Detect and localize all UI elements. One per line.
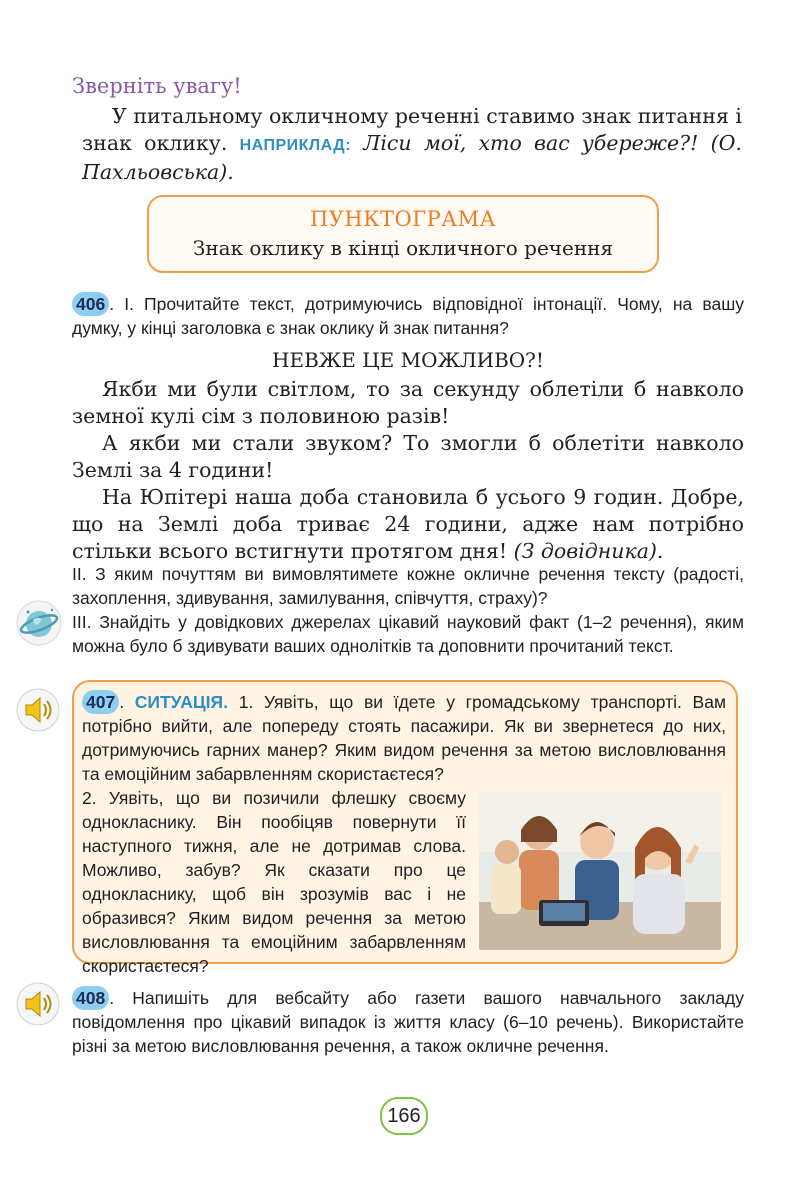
example-text: Ліси мої, хто вас убереже?! xyxy=(363,131,699,155)
page-number: 166 xyxy=(380,1097,428,1135)
task-406 xyxy=(72,292,744,340)
task-407: 407 . СИТУАЦІЯ. 1. Уявіть, що ви їдете у громадському транспорті. Вам потрібно вийти, але попереду стоять пасажири. Як ви звернетеся до них, дотримуючись гарних манер? Яким видом речення за метою висловлювання та емоційним забарвленням скористаєтеся? xyxy=(82,692,726,784)
punktogram-box xyxy=(147,195,659,273)
rule-text: У питальному окличному реченні ставимо знак питання і знак оклику. xyxy=(82,104,742,155)
story-paragraph xyxy=(72,484,744,565)
students-photo xyxy=(479,792,721,950)
rule-paragraph xyxy=(82,103,742,186)
speaker-icon[interactable] xyxy=(16,982,60,1026)
task-406-part-2: ІІ. З яким почуттям ви вимовлятимете кожне окличне речення тексту (радості, захоплення, здивування, замилування, співчуття, страху)? xyxy=(72,564,744,608)
situation-label: СИТУАЦІЯ. xyxy=(134,692,228,712)
task-number-badge: 406 xyxy=(72,292,109,316)
speaker-icon[interactable] xyxy=(16,688,60,732)
story-paragraph: А якби ми стали звуком? То змогли б облетіти навколо Землі за 4 години! xyxy=(72,431,744,482)
text-title: НЕВЖЕ ЦЕ МОЖЛИВО?! xyxy=(272,348,544,372)
task-406-questions xyxy=(72,562,744,658)
task-406-part-3: ІІІ. Знайдіть у довідкових джерелах цікавий науковий факт (1–2 речення), яким можна було б здивувати ваших однолітків та доповнити прочитаний текст. xyxy=(72,612,744,656)
task-408 xyxy=(72,986,744,1058)
task-number-badge: 408 xyxy=(72,986,109,1010)
task-number-badge: 407 xyxy=(82,690,119,714)
punktogram-text: Знак оклику в кінці окличного речення xyxy=(192,236,614,260)
task-406-question: . І. Прочитайте текст, дотримуючись відповідної інтонації. Чому, на вашу думку, у кінці заголовка є знак оклику й знак питання? xyxy=(72,294,744,338)
task-407-part-2: 2. Уявіть, що ви позичили флешку своєму однокласнику. Він пообіцяв повернути її наступного тижня, але не дотримав слова. Можливо, забув? Як сказати про це однокласнику, щоб він зрозумів вас і не образився? Яким видом речення за метою висловлювання та емоційним забарвленням скористаєтеся? xyxy=(82,788,466,976)
example-label: НАПРИКЛАД: xyxy=(239,137,352,154)
attention-heading: Зверніть увагу! xyxy=(72,74,242,98)
story-source: (З довідника). xyxy=(513,539,664,563)
task-407-part-1: 1. Уявіть, що ви їдете у громадському транспорті. Вам потрібно вийти, але попереду стоять пасажири. Як ви звернетеся до них, дотримуючись гарних манер? Яким видом речення за метою висловлювання та емоційним забарвленням скористаєтеся? xyxy=(82,692,726,784)
story-text xyxy=(72,376,744,565)
globe-icon xyxy=(16,600,62,646)
example-source: (О. Пахльовська). xyxy=(82,131,742,184)
story-paragraph: Якби ми були світлом, то за секунду облетіли б навколо земної кулі сім з половиною разів! xyxy=(72,377,744,428)
story-paragraph-text: На Юпітері наша доба становила б усього 9 годин. Добре, що на Землі доба триває 24 години, адже нам потрібно стільки всього встигнути протягом дня! xyxy=(72,485,744,563)
punktogram-title: ПУНКТОГРАМА xyxy=(309,207,497,231)
task-408-text: . Напишіть для вебсайту або газети вашого навчального закладу повідомлення про цікавий випадок із життя класу (6–10 речень). Використайте різні за метою висловлювання речення, а також окличне речення. xyxy=(72,988,744,1056)
